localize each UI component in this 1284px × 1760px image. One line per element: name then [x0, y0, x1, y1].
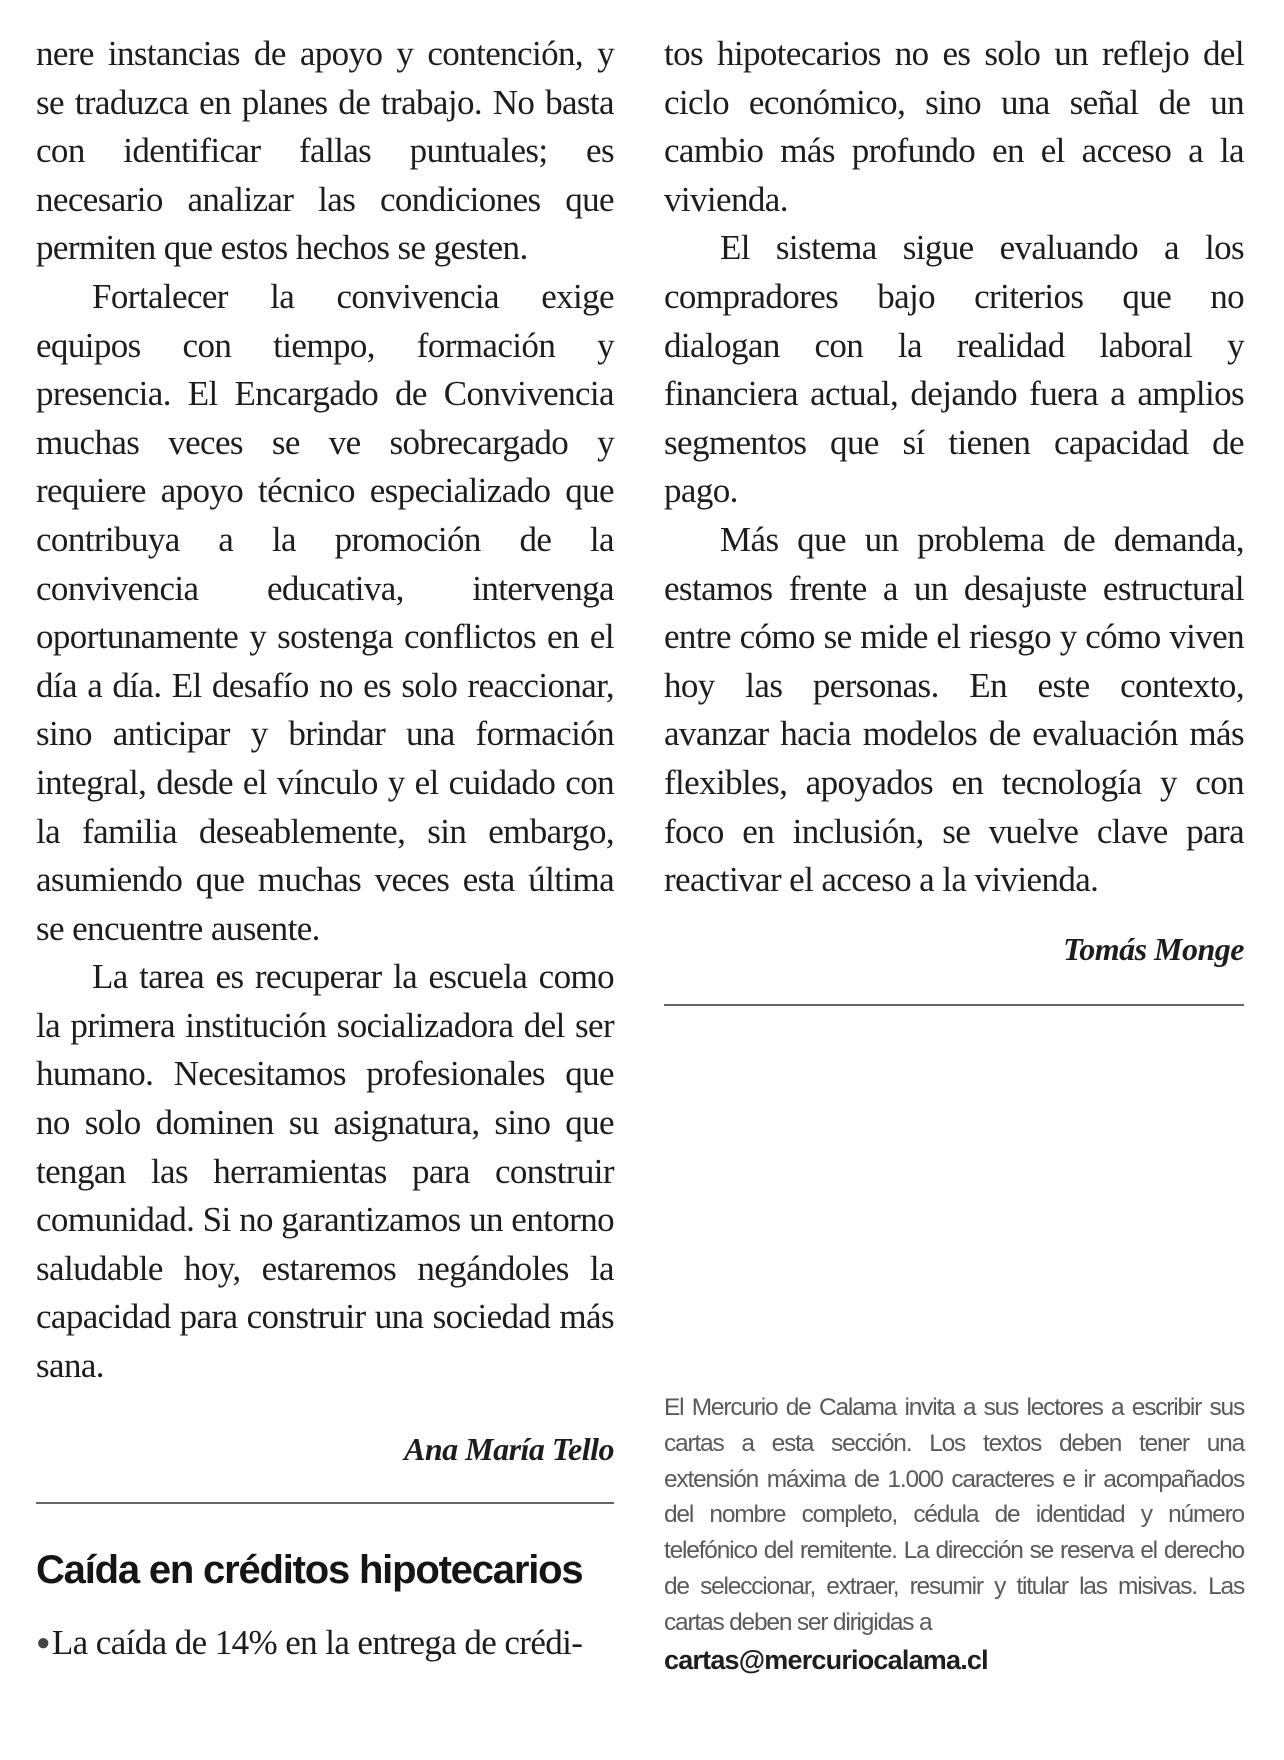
divider — [664, 1004, 1244, 1006]
letter-paragraph: Fortalecer la convivencia exige equipos con tiempo, formación y presencia. El Encargado de Convivencia muchas veces se ve sobrecargado y requiere apoyo técnico especializado que contribuya a la promoción de la convivencia educativa, intervenga oportunamente y sostenga conflictos en el día a día. El desafío no es solo reaccionar, sino anticipar y brindar una formación integral, desde el vínculo y el cuidado con la familia deseablemente, sin embargo, asumiendo que muchas veces esta última se encuentre ausente. — [36, 276, 614, 948]
bullet-icon: ● — [36, 1629, 50, 1656]
letter-paragraph: Más que un problema de demanda, estamos frente a un desajuste estructural entre cómo se mide el riesgo y cómo viven hoy las personas. En este contexto, avanzar hacia modelos de evaluación más flexibles, apoyados en tecnología y con foco en inclusión, se vuelve clave para reactivar el acceso a la vivienda. — [664, 519, 1244, 900]
letter-paragraph: La tarea es recuperar la escuela como la primera institución socializadora del ser humano. Necesitamos profesionales que no solo dominen su asignatura, sino que tengan las herramientas para construir comunidad. Si no garantizamos un entorno saludable hoy, estaremos negándoles la capacidad para construir una sociedad más sana. — [36, 957, 614, 1386]
letter-signature: Ana María Tello — [403, 1430, 614, 1467]
letter-column-right — [664, 30, 1244, 1006]
letter-paragraph: nere instancias de apoyo y contención, y se traduzca en planes de trabajo. No basta con identificar fallas puntuales; es necesario analizar las condiciones que permiten que estos hechos se gesten. — [36, 34, 614, 268]
letter-paragraph: El sistema sigue evaluando a los compradores bajo criterios que no dialogan con la realidad laboral y financiera actual, dejando fuera a amplios segmentos que sí tienen capacidad de pago. — [664, 228, 1244, 511]
letter-signature: Tomás Monge — [1063, 930, 1244, 967]
letter-column-left — [36, 30, 614, 1667]
editorial-notice — [664, 1390, 1244, 1678]
letter-paragraph: tos hipotecarios no es solo un reflejo del ciclo económico, sino una señal de un cambio más profundo en el acceso a la vivienda. — [664, 34, 1244, 219]
notice-email-link[interactable]: cartas@mercuriocalama.cl — [664, 1644, 988, 1675]
letter-lead — [36, 1619, 614, 1668]
notice-text: El Mercurio de Calama invita a sus lectores a escribir sus cartas a esta sección. Los textos deben tener una extensión máxima de 1.000 caracteres e ir acompañados del nombre completo, cédula de identidad y número telefónico del remitente. La dirección se reserva el derecho de seleccionar, extraer, resumir y titular las misivas. Las cartas deben ser dirigidas a — [664, 1394, 1244, 1636]
letter-headline: Caída en créditos hipotecarios — [36, 1547, 583, 1592]
letter-lead-text: La caída de 14% en la entrega de crédi- — [51, 1622, 583, 1662]
divider — [36, 1502, 614, 1504]
